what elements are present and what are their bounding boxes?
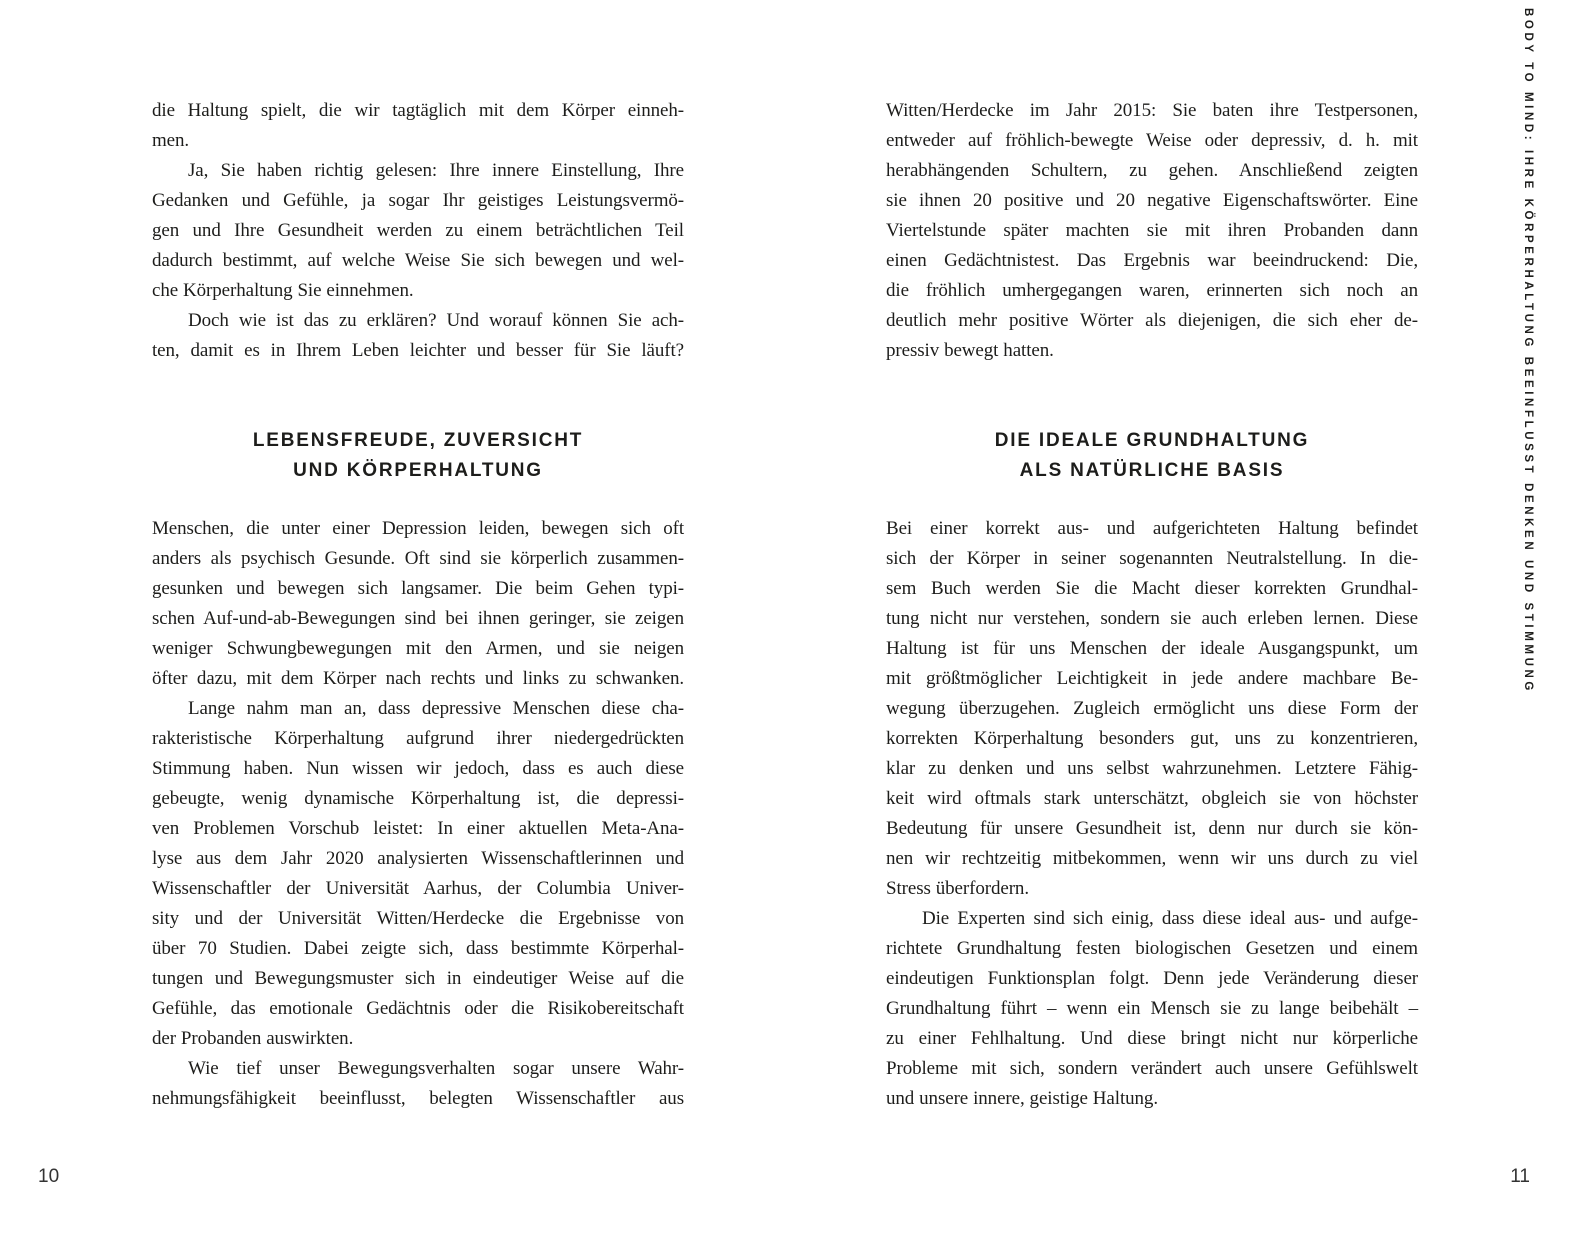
text-line: Wissenschaftler der Universität Aarhus, der Columbia Univer- bbox=[152, 878, 684, 899]
text-line: Stress überfordern. bbox=[886, 878, 1029, 899]
text-line: und unsere innere, geistige Haltung. bbox=[886, 1088, 1158, 1109]
text-line: pressiv bewegt hatten. bbox=[886, 340, 1054, 361]
text-line: schen Auf-und-ab-Bewegungen sind bei ihnen geringer, sie zeigen bbox=[152, 608, 684, 629]
section-heading-line: DIE IDEALE GRUNDHALTUNG bbox=[994, 430, 1310, 451]
text-line: die Haltung spielt, die wir tagtäglich mit dem Körper einneh- bbox=[152, 100, 684, 121]
text-line: richtete Grundhaltung festen biologischen Gesetzen und einem bbox=[886, 938, 1418, 959]
paragraph bbox=[886, 96, 1418, 366]
text-line: wegung überzugehen. Zugleich ermöglicht uns diese Form der bbox=[886, 698, 1418, 719]
text-line: deutlich mehr positive Wörter als diejenigen, die sich eher de- bbox=[886, 310, 1418, 331]
text-line: gesunken und bewegen sich langsamer. Die beim Gehen typi- bbox=[152, 578, 684, 599]
text-line: Bedeutung für unsere Gesundheit ist, denn nur durch sie kön- bbox=[886, 818, 1418, 839]
text-line: tungen und Bewegungsmuster sich in eindeutiger Weise auf die bbox=[152, 968, 684, 989]
text-line: dadurch bestimmt, auf welche Weise Sie sich bewegen und wel- bbox=[152, 250, 684, 271]
text-line: einen Gedächtnistest. Das Ergebnis war beeindruckend: Die, bbox=[886, 250, 1418, 271]
text-line: ten, damit es in Ihrem Leben leichter und besser für Sie läuft? bbox=[152, 340, 684, 361]
paragraph bbox=[152, 694, 684, 1054]
paragraph bbox=[152, 306, 684, 366]
left-column bbox=[152, 96, 684, 1114]
text-line: Viertelstunde später machten sie mit ihren Probanden dann bbox=[886, 220, 1418, 241]
text-line: Witten/Herdecke im Jahr 2015: Sie baten ihre Testpersonen, bbox=[886, 100, 1418, 121]
text-line: zu einer Fehlhaltung. Und diese bringt nicht nur körperliche bbox=[886, 1028, 1418, 1049]
text-line: Ja, Sie haben richtig gelesen: Ihre innere Einstellung, Ihre bbox=[188, 160, 684, 181]
text-line: lyse aus dem Jahr 2020 analysierten Wissenschaftlerinnen und bbox=[152, 848, 684, 869]
text-line: Stimmung haben. Nun wissen wir jedoch, dass es auch diese bbox=[152, 758, 684, 779]
text-line: die fröhlich umhergegangen waren, erinnerten sich noch an bbox=[886, 280, 1418, 301]
text-line: Wie tief unser Bewegungsverhalten sogar unsere Wahr- bbox=[188, 1058, 684, 1079]
text-line: ven Problemen Vorschub leistet: In einer aktuellen Meta-Ana- bbox=[152, 818, 684, 839]
text-line: über 70 Studien. Dabei zeigte sich, dass bestimmte Körperhal- bbox=[152, 938, 684, 959]
paragraph bbox=[152, 514, 684, 694]
text-line: Probleme mit sich, sondern verändert auch unsere Gefühlswelt bbox=[886, 1058, 1418, 1079]
text-line: Haltung ist für uns Menschen der ideale Ausgangspunkt, um bbox=[886, 638, 1418, 659]
text-line: Bei einer korrekt aus- und aufgerichteten Haltung befindet bbox=[886, 518, 1418, 539]
text-line: eindeutigen Funktionsplan folgt. Denn jede Veränderung dieser bbox=[886, 968, 1418, 989]
text-line: entweder auf fröhlich-bewegte Weise oder depressiv, d. h. mit bbox=[886, 130, 1418, 151]
text-line: anders als psychisch Gesunde. Oft sind sie körperlich zusammen- bbox=[152, 548, 684, 569]
text-line: Doch wie ist das zu erklären? Und worauf können Sie ach- bbox=[188, 310, 684, 331]
page-number-right: 11 bbox=[1510, 1166, 1530, 1187]
text-line: men. bbox=[152, 130, 190, 151]
text-line: nehmungsfähigkeit beeinflusst, belegten Wissenschaftler aus bbox=[152, 1088, 684, 1109]
right-column bbox=[886, 96, 1418, 1114]
paragraph bbox=[152, 96, 684, 156]
section-heading bbox=[152, 426, 684, 486]
text-line: Menschen, die unter einer Depression leiden, bewegen sich oft bbox=[152, 518, 684, 539]
text-line: Die Experten sind sich einig, dass diese ideal aus- und aufge- bbox=[922, 908, 1418, 929]
paragraph bbox=[152, 1054, 684, 1114]
page-number-left: 10 bbox=[38, 1166, 60, 1187]
text-line: Grundhaltung führt – wenn ein Mensch sie zu lange beibehält – bbox=[886, 998, 1418, 1019]
text-line: tung nicht nur verstehen, sondern sie auch erleben lernen. Diese bbox=[886, 608, 1418, 629]
text-line: klar zu denken und uns selbst wahrzunehmen. Letztere Fähig- bbox=[886, 758, 1418, 779]
text-line: keit wird oftmals stark unterschätzt, obgleich sie von höchster bbox=[886, 788, 1418, 809]
text-line: Lange nahm man an, dass depressive Menschen diese cha- bbox=[188, 698, 684, 719]
text-line: korrekten Körperhaltung besonders gut, uns zu konzentrieren, bbox=[886, 728, 1418, 749]
section-heading-line: UND KÖRPERHALTUNG bbox=[293, 460, 543, 481]
text-line: mit größtmöglicher Leichtigkeit in jede andere machbare Be- bbox=[886, 668, 1418, 689]
text-line: herabhängenden Schultern, zu gehen. Anschließend zeigten bbox=[886, 160, 1418, 181]
text-line: nen wir rechtzeitig mitbekommen, wenn wir uns durch zu viel bbox=[886, 848, 1418, 869]
running-header-vertical: BODY TO MIND: IHRE KÖRPERHALTUNG BEEINFLUSST DENKEN UND STIMMUNG bbox=[1522, 8, 1534, 694]
text-line: gebeugte, wenig dynamische Körperhaltung ist, die depressi- bbox=[152, 788, 684, 809]
text-line: sich der Körper in seiner sogenannten Neutralstellung. In die- bbox=[886, 548, 1418, 569]
text-line: sem Buch werden Sie die Macht dieser korrekten Grundhal- bbox=[886, 578, 1418, 599]
section-heading bbox=[886, 426, 1418, 486]
text-line: Gefühle, das emotionale Gedächtnis oder die Risikobereitschaft bbox=[152, 998, 684, 1019]
section-heading-line: LEBENSFREUDE, ZUVERSICHT bbox=[252, 430, 584, 451]
text-line: sie ihnen 20 positive und 20 negative Eigenschaftswörter. Eine bbox=[886, 190, 1418, 211]
text-line: öfter dazu, mit dem Körper nach rechts und links zu schwanken. bbox=[152, 668, 684, 689]
section-heading-line: ALS NATÜRLICHE BASIS bbox=[1019, 460, 1285, 481]
paragraph bbox=[886, 514, 1418, 904]
text-line: che Körperhaltung Sie einnehmen. bbox=[152, 280, 414, 301]
paragraph bbox=[152, 156, 684, 306]
paragraph bbox=[886, 904, 1418, 1114]
text-line: der Probanden auswirkten. bbox=[152, 1028, 354, 1049]
text-line: rakteristische Körperhaltung aufgrund ihrer niedergedrückten bbox=[152, 728, 684, 749]
text-line: gen und Ihre Gesundheit werden zu einem beträchtlichen Teil bbox=[152, 220, 684, 241]
text-line: Gedanken und Gefühle, ja sogar Ihr geistiges Leistungsvermö- bbox=[152, 190, 684, 211]
text-line: sity und der Universität Witten/Herdecke die Ergebnisse von bbox=[152, 908, 684, 929]
text-line: weniger Schwungbewegungen mit den Armen, und sie neigen bbox=[152, 638, 684, 659]
